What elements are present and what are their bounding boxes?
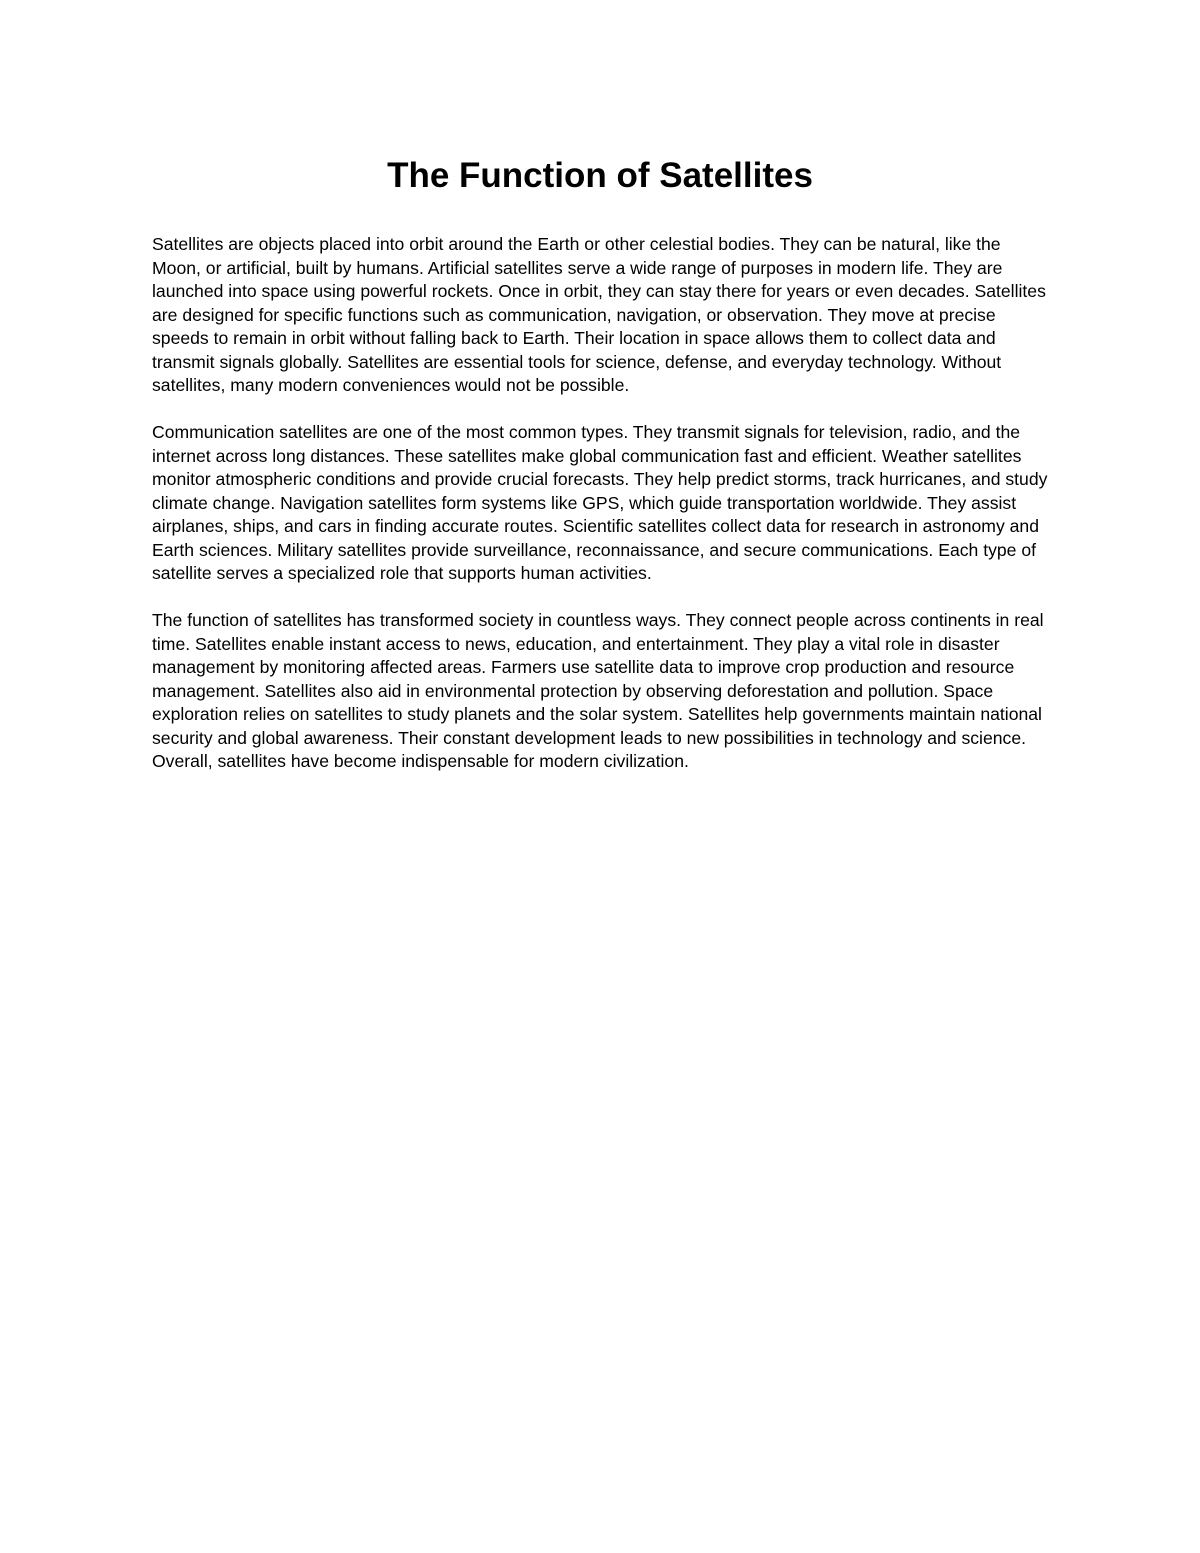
paragraph-intro: Satellites are objects placed into orbit around the Earth or other celestial bodies. They can be natural, like the Moon, or artificial, built by humans. Artificial satellites serve a wide range of purposes in modern life. They are launched into space using powerful rockets. Once in orbit, they can stay there for years or even decades. Satellites are designed for specific functions such as communication, navigation, or observation. They move at precise speeds to remain in orbit without falling back to Earth. Their location in space allows them to collect data and transmit signals globally. Satellites are essential tools for science, defense, and everyday technology. Without satellites, many modern conveniences would not be possible. [152, 234, 1046, 395]
paragraph-types: Communication satellites are one of the most common types. They transmit signals for television, radio, and the internet across long distances. These satellites make global communication fast and efficient. Weather satellites monitor atmospheric conditions and provide crucial forecasts. They help predict storms, track hurricanes, and study climate change. Navigation satellites form systems like GPS, which guide transportation worldwide. They assist airplanes, ships, and cars in finding accurate routes. Scientific satellites collect data for research in astronomy and Earth sciences. Military satellites provide surveillance, reconnaissance, and secure communications. Each type of satellite serves a specialized role that supports human activities. [152, 422, 1048, 583]
paragraph-impact: The function of satellites has transformed society in countless ways. They connect people across continents in real time. Satellites enable instant access to news, education, and entertainment. They play a vital role in disaster management by monitoring affected areas. Farmers use satellite data to improve crop production and resource management. Satellites also aid in environmental protection by observing deforestation and pollution. Space exploration relies on satellites to study planets and the solar system. Satellites help governments maintain national security and global awareness. Their constant development leads to new possibilities in technology and science. Overall, satellites have become indispensable for modern civilization. [152, 610, 1044, 771]
document-title: The Function of Satellites [387, 156, 813, 195]
document-body [152, 233, 1052, 797]
